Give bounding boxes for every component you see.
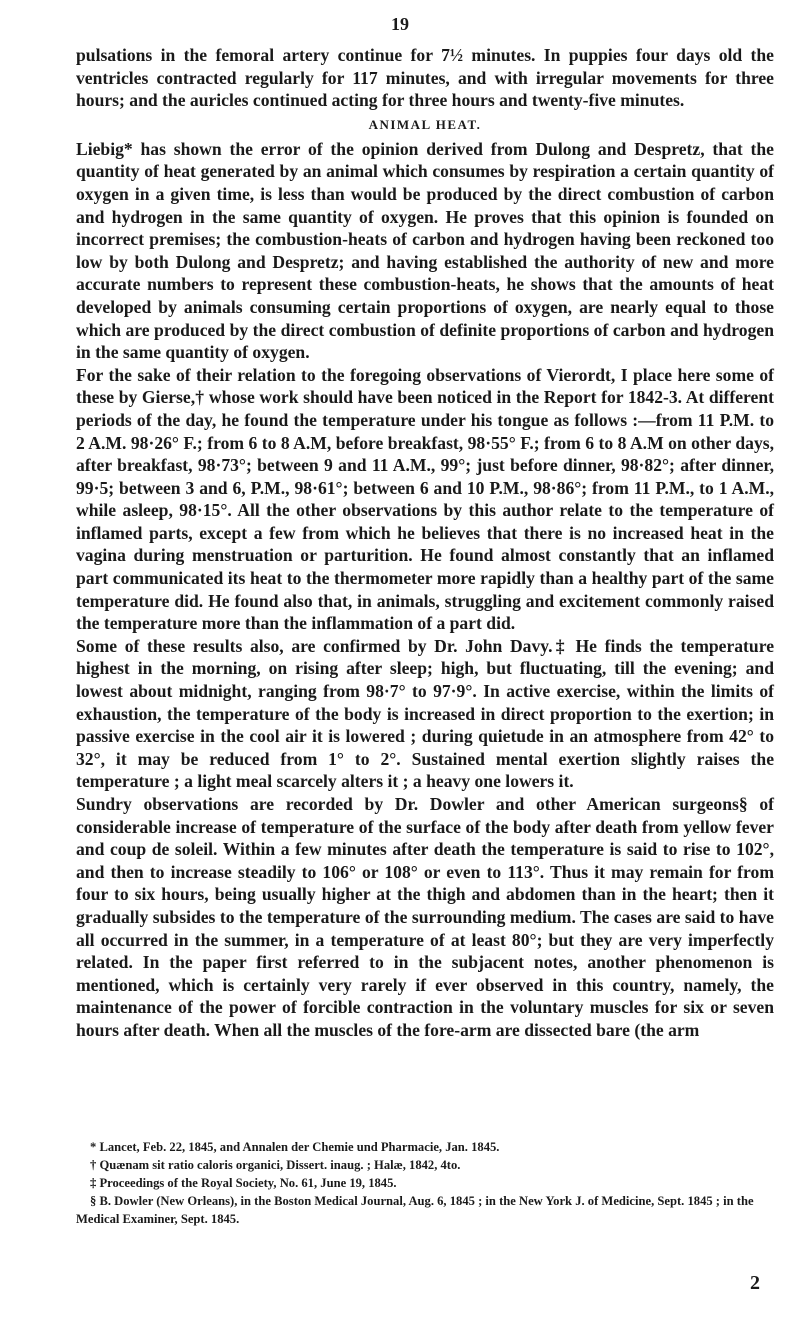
paragraph-pulsations: pulsations in the femoral artery continue for 7½ minutes. In puppies four days old the ventricles contracted regularly for 117 minutes, and with irregular movements for three hours; and the auricles continued acting for three hours and twenty-five minutes. [76, 45, 774, 111]
footnote-4: § B. Dowler (New Orleans), in the Boston Medical Journal, Aug. 6, 1845 ; in the New York J. of Medicine, Sept. 1845 ; in the Medical Examiner, Sept. 1845. [76, 1194, 754, 1226]
footnotes [76, 1138, 774, 1228]
footnote-2: † Quænam sit ratio caloris organici, Dissert. inaug. ; Halæ, 1842, 4to. [90, 1158, 461, 1172]
footnote-1: * Lancet, Feb. 22, 1845, and Annalen der Chemie und Pharmacie, Jan. 1845. [90, 1140, 500, 1154]
signature-mark: 2 [750, 1272, 760, 1294]
page-number: 19 [391, 14, 409, 34]
body-text [76, 44, 774, 1042]
section-heading-animal-heat: ANIMAL HEAT. [368, 116, 482, 132]
paragraph-davy: Some of these results also, are confirmed by Dr. John Davy.‡ He finds the temperature highest in the morning, on rising after sleep; high, but fluctuating, till the evening; and lowest about midnight, ranging from 98·7° to 97·9°. In active exercise, within the limits of exhaustion, the temperature of the body is increased in direct proportion to the exertion; in passive exercise in the cool air it is lowered ; during quietude in an atmosphere from 42° to 32°, it may be reduced from 1° to 2°. Sustained mental exertion slightly raises the temperature ; a light meal scarcely alters it ; a heavy one lowers it. [76, 635, 774, 792]
footnote-3: ‡ Proceedings of the Royal Society, No. 61, June 19, 1845. [90, 1176, 397, 1190]
paragraph-liebig: Liebig* has shown the error of the opinion derived from Dulong and Despretz, that the quantity of heat generated by an animal which consumes by respiration a certain quantity of oxygen in a given time, is less than would be produced by the direct combustion of carbon and hydrogen in the same quantity of oxygen. He proves that this opinion is founded on incorrect premises; the combustion-heats of carbon and hydrogen having been reckoned too low by both Dulong and Despretz; and having established the authority of new and more accurate numbers to represent these combustion-heats, he shows that the amounts of heat developed by animals consuming certain proportions of oxygen, are nearly equal to those which are produced by the direct combustion of definite proportions of carbon and hydrogen in the same quantity of oxygen. [76, 138, 774, 363]
paragraph-gierse: For the sake of their relation to the foregoing observations of Vierordt, I place here some of these by Gierse,† whose work should have been noticed in the Report for 1842-3. At different periods of the day, he found the temperature under his tongue as follows :—from 11 P.M. to 2 A.M. 98·26° F.; from 6 to 8 A.M, before breakfast, 98·55° F.; from 6 to 8 A.M on other days, after breakfast, 98·73°; between 9 and 11 A.M., 99°; just before dinner, 98·82°; after dinner, 99·5; between 3 and 6, P.M., 98·61°; between 6 and 10 P.M., 98·86°; from 11 P.M., to 1 A.M., while asleep, 98·15°. All the other observations by this author relate to the temperature of inflamed parts, except a few from which he believes that there is no increased heat in the vagina during menstruation or parturition. He found almost constantly that an inflamed part communicated its heat to the thermometer more rapidly than a healthy part of the same temperature did. He found also that, in animals, struggling and excitement commonly raised the temperature more than the inflammation of a part did. [76, 364, 774, 634]
paragraph-dowler: Sundry observations are recorded by Dr. Dowler and other American surgeons§ of considerable increase of temperature of the surface of the body after death from yellow fever and coup de soleil. Within a few minutes after death the temperature is said to rise to 102°, and then to increase steadily to 106° or 108° or even to 113°. Thus it may remain for from four to six hours, being usually higher at the thigh and abdomen than in the heart; then it gradually subsides to the temperature of the surrounding medium. The cases are said to have all occurred in the summer, in a temperature of at least 80°; but they are very imperfectly related. In the paper first referred to in the subjacent notes, another phenomenon is mentioned, which is certainly very rarely if ever observed in this country, namely, the maintenance of the power of forcible contraction in the voluntary muscles for six or seven hours after death. When all the muscles of the fore-arm are dissected bare (the arm [76, 794, 774, 1040]
